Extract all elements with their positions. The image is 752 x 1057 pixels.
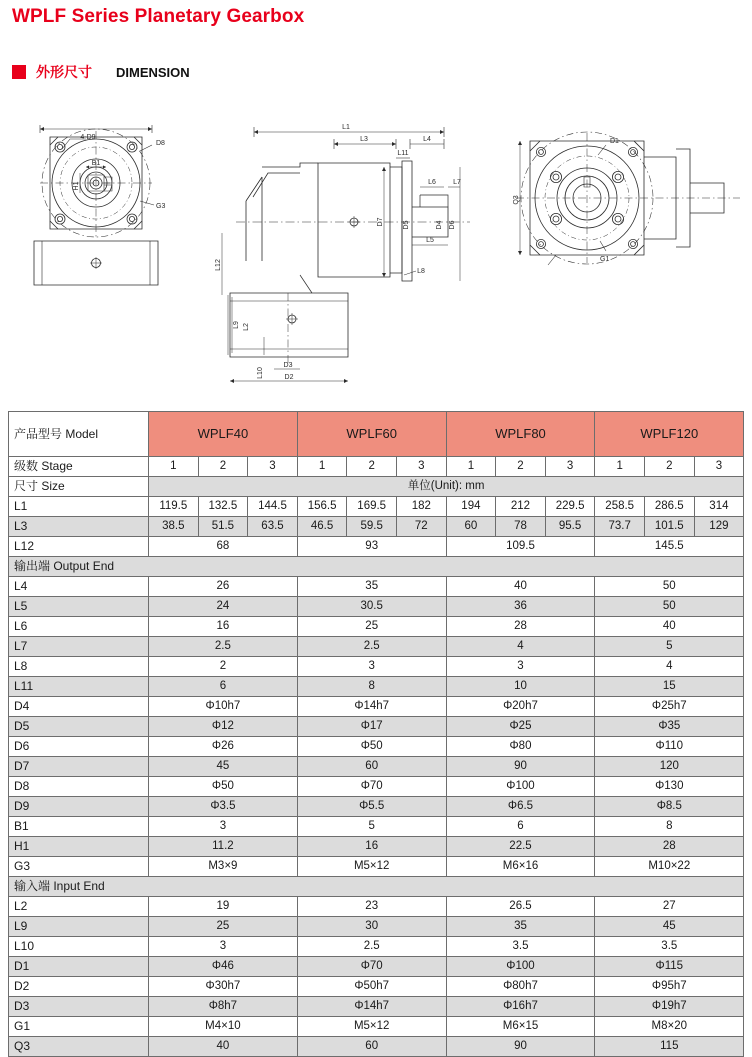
dimension-spec-table [8, 411, 744, 1057]
size-label-cell: 尺寸 Size [9, 477, 149, 497]
row-value: 6 [446, 817, 595, 837]
row-value: 8 [297, 677, 446, 697]
row-value: 16 [297, 837, 446, 857]
row-value: 50 [595, 597, 744, 617]
table-row [9, 937, 744, 957]
row-value: 19 [149, 897, 298, 917]
row-value: M5×12 [297, 857, 446, 877]
row-value: 60 [297, 1037, 446, 1057]
row-value: M3×9 [149, 857, 298, 877]
row-label: D9 [9, 797, 149, 817]
row-value: Φ6.5 [446, 797, 595, 817]
row-value: 78 [496, 517, 546, 537]
row-label: L9 [9, 917, 149, 937]
row-label: D4 [9, 697, 149, 717]
section-title-cn: 外形尺寸 [36, 64, 92, 80]
row-value: Φ25 [446, 717, 595, 737]
row-value: 90 [446, 757, 595, 777]
row-value: 11.2 [149, 837, 298, 857]
row-value: 16 [149, 617, 298, 637]
table-row [9, 757, 744, 777]
row-value: 63.5 [248, 517, 298, 537]
table-row [9, 737, 744, 757]
stage-cell-10: 2 [644, 457, 694, 477]
row-value: Φ8h7 [149, 997, 298, 1017]
red-square-bullet-icon [12, 65, 26, 79]
table-row [9, 817, 744, 837]
row-label: L11 [9, 677, 149, 697]
table-row [9, 657, 744, 677]
row-value: Φ46 [149, 957, 298, 977]
row-value: 229.5 [545, 497, 595, 517]
label-q3: Q3 [513, 195, 520, 205]
label-l5: L5 [426, 237, 434, 244]
row-value: 68 [149, 537, 298, 557]
row-value: Φ14h7 [297, 697, 446, 717]
label-d5: D5 [403, 220, 410, 230]
row-value: 212 [496, 497, 546, 517]
row-value: 26 [149, 577, 298, 597]
row-value: Φ30h7 [149, 977, 298, 997]
row-label: L7 [9, 637, 149, 657]
row-label: L3 [9, 517, 149, 537]
row-value: 3 [446, 657, 595, 677]
row-value: Φ14h7 [297, 997, 446, 1017]
row-label: D7 [9, 757, 149, 777]
stage-cell-3: 1 [297, 457, 347, 477]
row-value: 35 [297, 577, 446, 597]
table-row [9, 857, 744, 877]
label-l6: L6 [428, 179, 436, 186]
row-value: 38.5 [149, 517, 199, 537]
stage-cell-6: 1 [446, 457, 496, 477]
table-row [9, 1017, 744, 1037]
label-d1: D1 [610, 138, 619, 145]
row-value: 95.5 [545, 517, 595, 537]
table-row [9, 777, 744, 797]
stage-cell-7: 2 [496, 457, 546, 477]
row-value: 5 [595, 637, 744, 657]
row-label: L8 [9, 657, 149, 677]
label-h1: H1 [73, 181, 80, 191]
stage-label-cell: 级数 Stage [9, 457, 149, 477]
stage-cell-9: 1 [595, 457, 645, 477]
table-row [9, 497, 744, 517]
label-g1: G1 [600, 256, 610, 263]
row-value: 115 [595, 1037, 744, 1057]
row-value: Φ20h7 [446, 697, 595, 717]
row-value: M6×16 [446, 857, 595, 877]
drawings-svg [0, 105, 752, 381]
row-value: 45 [595, 917, 744, 937]
page-title: WPLF Series Planetary Gearbox [12, 6, 305, 27]
row-label: Q3 [9, 1037, 149, 1057]
row-value: M4×10 [149, 1017, 298, 1037]
table-row [9, 977, 744, 997]
section-title-en: DIMENSION [116, 64, 190, 80]
row-value: 40 [446, 577, 595, 597]
model-cell-3: WPLF120 [595, 412, 744, 457]
section-row-label: 输出端 Output End [9, 557, 744, 577]
row-value: Φ70 [297, 957, 446, 977]
row-value: Φ100 [446, 957, 595, 977]
model-cell-0: WPLF40 [149, 412, 298, 457]
table-body [9, 412, 744, 497]
label-l2: L2 [243, 323, 250, 331]
table-row [9, 717, 744, 737]
unit-cell: 单位(Unit): mm [149, 477, 744, 497]
row-value: 8 [595, 817, 744, 837]
row-value: Φ70 [297, 777, 446, 797]
row-value: 169.5 [347, 497, 397, 517]
row-value: 23 [297, 897, 446, 917]
row-value: 22.5 [446, 837, 595, 857]
stage-cell-5: 3 [396, 457, 446, 477]
stage-cell-0: 1 [149, 457, 199, 477]
section-heading [12, 62, 190, 82]
table-row [9, 917, 744, 937]
row-value: 4 [446, 637, 595, 657]
section-row [9, 557, 744, 577]
row-label: L2 [9, 897, 149, 917]
row-label: D8 [9, 777, 149, 797]
row-value: 194 [446, 497, 496, 517]
row-value: 109.5 [446, 537, 595, 557]
row-value: 2.5 [297, 937, 446, 957]
section-row [9, 877, 744, 897]
row-value: 314 [694, 497, 744, 517]
row-value: Φ50 [149, 777, 298, 797]
row-value: 15 [595, 677, 744, 697]
table-row [9, 697, 744, 717]
stage-cell-8: 3 [545, 457, 595, 477]
label-d3: D3 [283, 362, 293, 369]
label-l10: L10 [257, 367, 264, 379]
row-label: D2 [9, 977, 149, 997]
label-l11: L11 [397, 150, 409, 157]
row-value: 40 [149, 1037, 298, 1057]
table-row [9, 617, 744, 637]
stage-cell-4: 2 [347, 457, 397, 477]
label-b1: B1 [91, 160, 101, 167]
row-value: 145.5 [595, 537, 744, 557]
row-value: 10 [446, 677, 595, 697]
row-label: G3 [9, 857, 149, 877]
row-value: 25 [297, 617, 446, 637]
row-value: Φ10h7 [149, 697, 298, 717]
model-cell-1: WPLF60 [297, 412, 446, 457]
row-value: 40 [595, 617, 744, 637]
row-value: Φ50 [297, 737, 446, 757]
row-value: M8×20 [595, 1017, 744, 1037]
row-value: 30.5 [297, 597, 446, 617]
row-value: 30 [297, 917, 446, 937]
row-label: L6 [9, 617, 149, 637]
label-d4: D4 [436, 220, 443, 230]
row-value: 3 [297, 657, 446, 677]
row-value: M5×12 [297, 1017, 446, 1037]
row-value: Φ26 [149, 737, 298, 757]
row-value: 132.5 [198, 497, 248, 517]
table-row [9, 537, 744, 557]
row-value: Φ100 [446, 777, 595, 797]
row-value: Φ25h7 [595, 697, 744, 717]
row-value: Φ35 [595, 717, 744, 737]
table-row [9, 837, 744, 857]
row-value: 144.5 [248, 497, 298, 517]
row-value: 60 [446, 517, 496, 537]
row-label: L1 [9, 497, 149, 517]
table-row [9, 957, 744, 977]
row-value: Φ5.5 [297, 797, 446, 817]
row-value: M10×22 [595, 857, 744, 877]
dynamic-rows-container [9, 497, 744, 1057]
table-row [9, 897, 744, 917]
row-value: Φ16h7 [446, 997, 595, 1017]
row-label: L5 [9, 597, 149, 617]
row-value: 24 [149, 597, 298, 617]
row-label: L10 [9, 937, 149, 957]
row-value: 258.5 [595, 497, 645, 517]
dimension-drawings [0, 105, 752, 381]
label-l12: L12 [215, 259, 222, 271]
row-value: 36 [446, 597, 595, 617]
table-row [9, 1037, 744, 1057]
label-d6: D6 [449, 220, 456, 230]
row-value: 45 [149, 757, 298, 777]
row-value: 35 [446, 917, 595, 937]
row-value: 4 [595, 657, 744, 677]
table-row [9, 677, 744, 697]
row-value: M6×15 [446, 1017, 595, 1037]
row-value: 101.5 [644, 517, 694, 537]
row-value: 46.5 [297, 517, 347, 537]
table-row [9, 597, 744, 617]
table-row [9, 517, 744, 537]
row-value: 2.5 [149, 637, 298, 657]
row-label: L4 [9, 577, 149, 597]
row-value: 73.7 [595, 517, 645, 537]
unit-row [9, 477, 744, 497]
row-value: 26.5 [446, 897, 595, 917]
row-value: 286.5 [644, 497, 694, 517]
label-l9: L9 [233, 321, 240, 329]
row-value: Φ12 [149, 717, 298, 737]
row-value: 156.5 [297, 497, 347, 517]
row-label: H1 [9, 837, 149, 857]
left-drawing-group [34, 125, 165, 285]
row-value: 3 [149, 817, 298, 837]
row-value: 90 [446, 1037, 595, 1057]
row-value: Φ80 [446, 737, 595, 757]
row-value: Φ95h7 [595, 977, 744, 997]
table-header-row [9, 412, 744, 457]
table-row [9, 637, 744, 657]
row-value: 5 [297, 817, 446, 837]
row-value: 3 [149, 937, 298, 957]
row-value: 59.5 [347, 517, 397, 537]
stage-cell-1: 2 [198, 457, 248, 477]
row-value: Φ130 [595, 777, 744, 797]
stage-row [9, 457, 744, 477]
row-value: 93 [297, 537, 446, 557]
row-label: B1 [9, 817, 149, 837]
table-row [9, 797, 744, 817]
row-value: 27 [595, 897, 744, 917]
label-d8: D8 [156, 140, 165, 147]
row-value: 28 [446, 617, 595, 637]
row-value: 28 [595, 837, 744, 857]
label-g3: G3 [156, 203, 166, 210]
stage-cell-2: 3 [248, 457, 298, 477]
table-row [9, 577, 744, 597]
row-value: 6 [149, 677, 298, 697]
row-value: 3.5 [595, 937, 744, 957]
row-value: 50 [595, 577, 744, 597]
row-value: 2 [149, 657, 298, 677]
row-value: Φ80h7 [446, 977, 595, 997]
row-value: Φ50h7 [297, 977, 446, 997]
center-drawing-group [215, 124, 470, 383]
label-l4: L4 [423, 136, 431, 143]
label-l8: L8 [417, 268, 425, 275]
row-label: D3 [9, 997, 149, 1017]
row-value: 3.5 [446, 937, 595, 957]
row-value: 72 [396, 517, 446, 537]
row-value: Φ19h7 [595, 997, 744, 1017]
row-value: 51.5 [198, 517, 248, 537]
row-value: 119.5 [149, 497, 199, 517]
section-row-label: 输入端 Input End [9, 877, 744, 897]
row-value: 2.5 [297, 637, 446, 657]
row-value: 120 [595, 757, 744, 777]
label-4-d9: 4-D9 [80, 134, 96, 141]
row-value: Φ115 [595, 957, 744, 977]
model-cell-2: WPLF80 [446, 412, 595, 457]
row-value: Φ110 [595, 737, 744, 757]
row-label: D6 [9, 737, 149, 757]
row-value: Φ8.5 [595, 797, 744, 817]
label-d7: D7 [377, 217, 384, 227]
label-d2: D2 [284, 374, 294, 381]
table-row [9, 997, 744, 1017]
label-l3: L3 [360, 136, 368, 143]
row-label: L12 [9, 537, 149, 557]
row-value: Φ17 [297, 717, 446, 737]
row-value: 129 [694, 517, 744, 537]
model-label-cell: 产品型号 Model [9, 412, 149, 457]
row-value: 60 [297, 757, 446, 777]
right-drawing-group [513, 132, 740, 265]
row-value: 25 [149, 917, 298, 937]
row-label: G1 [9, 1017, 149, 1037]
label-l7: L7 [453, 179, 461, 186]
row-value: Φ3.5 [149, 797, 298, 817]
stage-cell-11: 3 [694, 457, 744, 477]
row-label: D5 [9, 717, 149, 737]
row-label: D1 [9, 957, 149, 977]
label-l1: L1 [342, 124, 350, 131]
row-value: 182 [396, 497, 446, 517]
